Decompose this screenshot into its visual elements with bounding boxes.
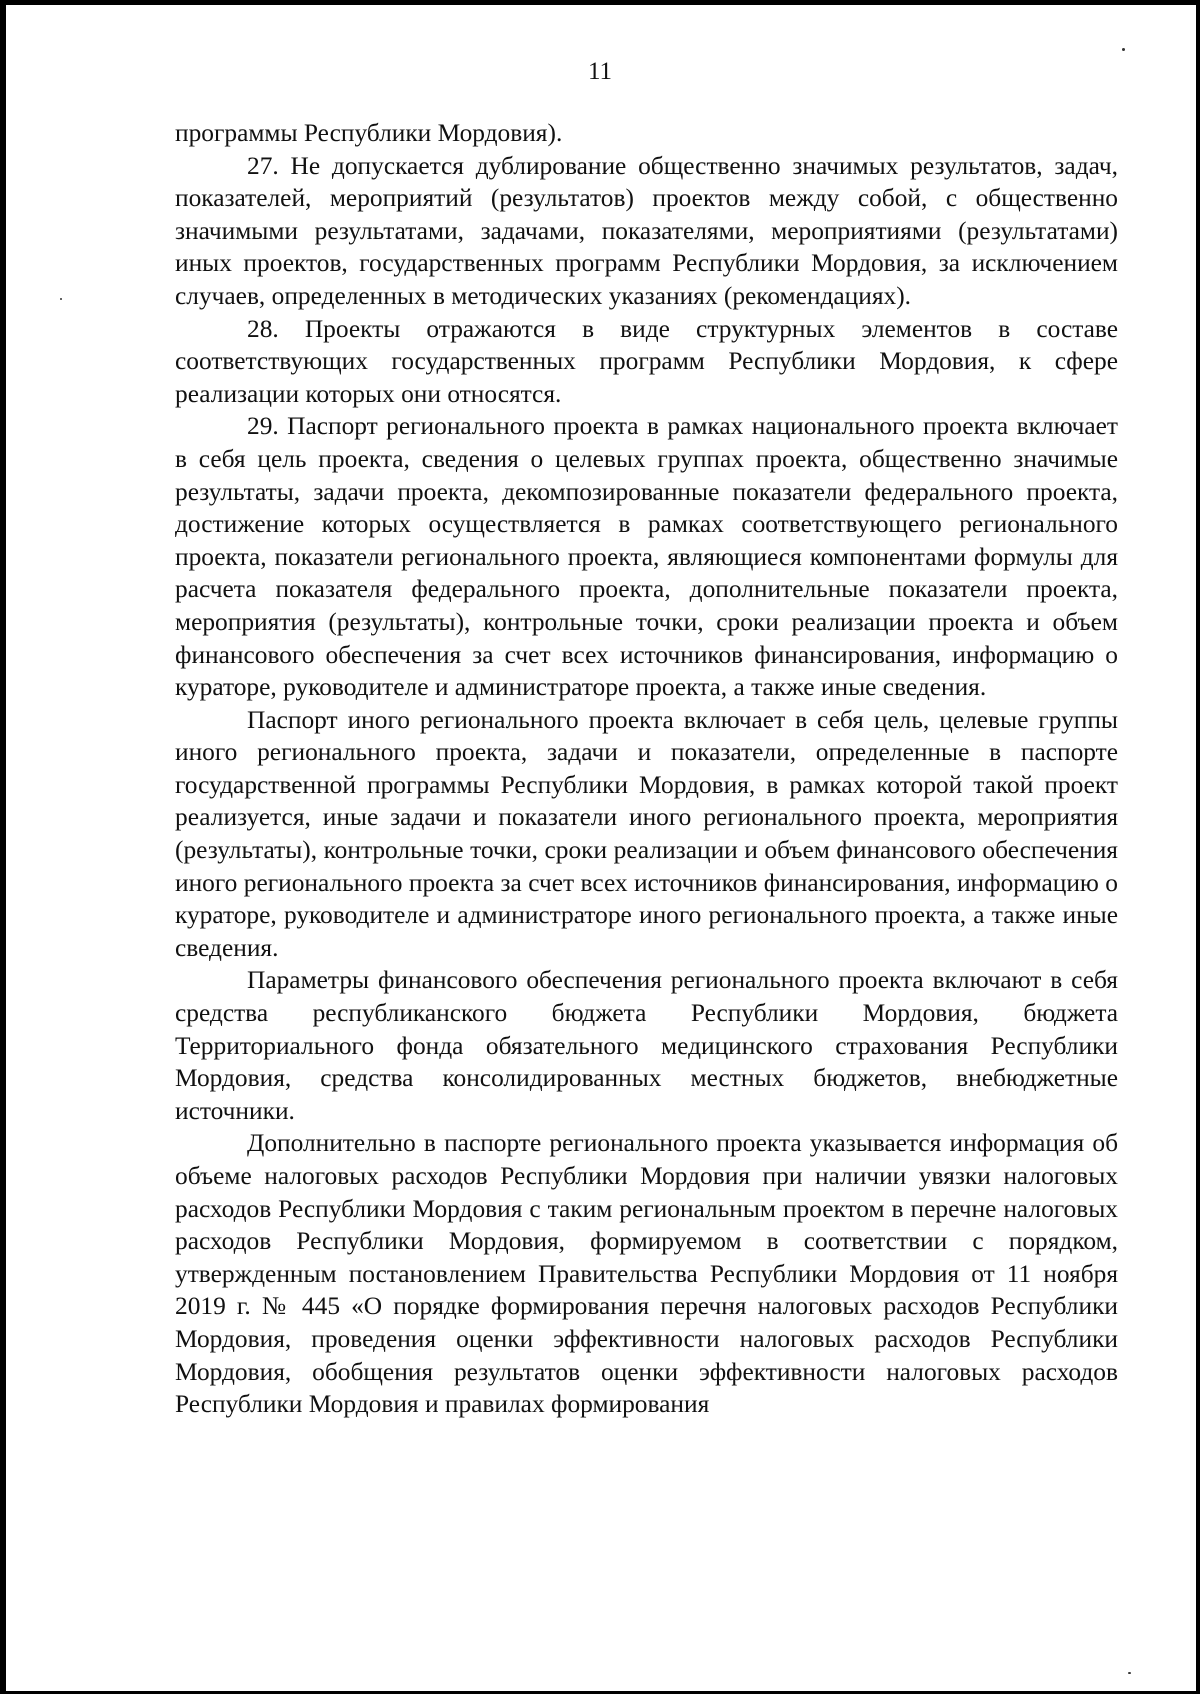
document-body (175, 117, 1118, 1421)
paragraph-financing-parameters: Параметры финансового обеспечения регионального проекта включают в себя средства республиканского бюджета Республики Мордовия, бюджета Территориального фонда обязательного медицинского страхования Республики Мордовия, средства консолидированных местных бюджетов, внебюджетные источники. (175, 966, 1118, 1125)
scan-speck (1128, 1672, 1131, 1674)
paragraph-item-27: 27. Не допускается дублирование общественно значимых результатов, задач, показателей, мероприятий (результатов) проектов между собой, с общественно значимыми результатами, задачами, показателями, мероприятиями (результатами) иных проектов, государственных программ Республики Мордовия, за исключением случаев, определенных в методических указаниях (рекомендациях). (175, 151, 1118, 310)
paragraph-tax-expenditures: Дополнительно в паспорте регионального проекта указывается информация об объеме налоговых расходов Республики Мордовия при наличии увязки налоговых расходов Республики Мордовия с таким региональным проектом в перечне налоговых расходов Республики Мордовия, формируемом в соответствии с порядком, утвержденным постановлением Правительства Республики Мордовия от 11 ноября 2019 г. № 445 «О порядке формирования перечня налоговых расходов Республики Мордовия, проведения оценки эффективности налоговых расходов Республики Мордовия, обобщения результатов оценки эффективности налоговых расходов Республики Мордовия и правилах формирования (175, 1129, 1118, 1419)
paragraph-continuation: программы Республики Мордовия). (175, 119, 563, 147)
paragraph-item-28: 28. Проекты отражаются в виде структурных элементов в составе соответствующих государственных программ Республики Мордовия, к сфере реализации которых они относятся. (175, 314, 1118, 408)
paragraph-other-project-passport: Паспорт иного регионального проекта включает в себя цель, целевые группы иного регионального проекта, задачи и показатели, определенные в паспорте государственной программы Республики Мордовия, в рамках которой такой проект реализуется, иные задачи и показатели иного регионального проекта, мероприятия (результаты), контрольные точки, сроки реализации и объем финансового обеспечения иного регионального проекта за счет всех источников финансирования, информацию о кураторе, руководителе и администраторе иного регионального проекта, а также иные сведения. (175, 705, 1118, 962)
paragraph-item-29: 29. Паспорт регионального проекта в рамках национального проекта включает в себя цель проекта, сведения о целевых группах проекта, общественно значимые результаты, задачи проекта, декомпозированные показатели федерального проекта, достижение которых осуществляется в рамках соответствующего регионального проекта, показатели регионального проекта, являющиеся компонентами формулы для расчета показателя федерального проекта, дополнительные показатели проекта, мероприятия (результаты), контрольные точки, сроки реализации проекта и объем финансового обеспечения за счет всех источников финансирования, информацию о кураторе, руководителе и администраторе проекта, а также иные сведения. (175, 412, 1118, 702)
page-number: 11 (587, 58, 613, 85)
scan-speck (1122, 48, 1125, 51)
scan-speck (60, 298, 62, 300)
